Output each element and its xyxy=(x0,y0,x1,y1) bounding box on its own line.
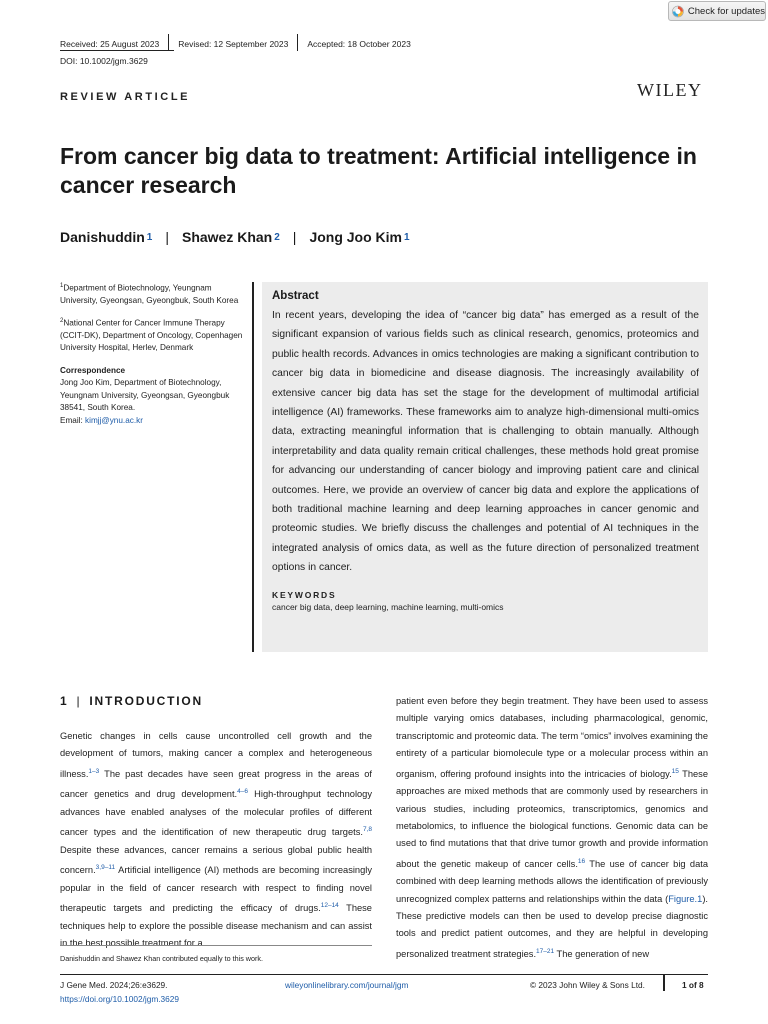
crossmark-icon xyxy=(672,5,684,18)
footer-rule xyxy=(60,974,708,975)
author-name: Shawez Khan xyxy=(181,229,273,245)
body-text: Artificial intelligence (AI) methods are becoming increasingly popular in the field of cancer research with respect to finding novel therapeutic targets and predicting the efficacy of drugs. xyxy=(60,865,372,914)
abstract-heading: Abstract xyxy=(272,290,319,302)
section-title: INTRODUCTION xyxy=(89,694,203,708)
correspondence-address: Jong Joo Kim, Department of Biotechnology, Yeungnam University, Gyeongsan, Gyeongbuk 38541, South Korea. xyxy=(60,378,230,413)
copyright: © 2023 John Wiley & Sons Ltd. xyxy=(530,980,645,990)
abstract-divider xyxy=(252,282,254,652)
citation-ref[interactable]: 3,9–11 xyxy=(95,864,116,872)
figure-link[interactable]: Figure.1 xyxy=(668,893,703,904)
citation-ref[interactable]: 7,8 xyxy=(362,826,372,834)
abstract-box xyxy=(262,282,708,652)
header-rule xyxy=(60,50,174,51)
affiliation-ref[interactable]: 1 xyxy=(146,232,153,243)
date-divider xyxy=(297,34,298,51)
article-type: REVIEW ARTICLE xyxy=(60,91,191,103)
author-separator: | xyxy=(292,229,297,245)
keywords-text: cancer big data, deep learning, machine learning, multi-omics xyxy=(272,601,504,612)
correspondence-heading: Correspondence xyxy=(60,365,126,375)
citation-ref[interactable]: 16 xyxy=(577,857,586,865)
citation-ref[interactable]: 4–6 xyxy=(237,788,249,796)
check-for-updates-button[interactable] xyxy=(668,1,766,21)
body-text: Despite these advances, cancer remains a serious global public health concern. xyxy=(60,844,372,876)
affiliation-1: $^1$Department of Biotechnology, Yeungnam University, Gyeongsan, Gyeongbuk, South Korea xyxy=(60,283,239,306)
affiliation-ref[interactable]: 2 xyxy=(274,232,280,243)
keywords-heading: KEYWORDS xyxy=(272,589,337,600)
email-link[interactable]: kimjj@ynu.ac.kr xyxy=(85,415,143,425)
journal-citation: J Gene Med. 2024;26:e3629. xyxy=(60,980,168,990)
email-label: Email: xyxy=(60,415,83,425)
body-text: These approaches are mixed methods that are commonly used by researchers in various studies, including proteomics, transcriptomics, genomics and metabolomics, to influence the biological functions. Genomic data can be used to find mutations that that drive tumor growth and provide information about the genetic makeup of cancer cells. xyxy=(396,768,708,869)
publisher-logo: WILEY xyxy=(637,80,703,100)
affiliation-ref[interactable]: 1 xyxy=(404,232,410,243)
journal-site-link[interactable]: wileyonlinelibrary.com/journal/jgm xyxy=(285,980,409,990)
section-separator: | xyxy=(76,694,82,708)
author-name: Danishuddin xyxy=(60,229,145,245)
footer-divider xyxy=(663,974,665,991)
body-text: High-throughput technology advances have enabled analyses of the molecular profiles of different cancer types and the identification of new therapeutic drug targets. xyxy=(60,789,372,838)
date-divider xyxy=(168,34,169,51)
body-column-left xyxy=(60,728,372,952)
accepted-date: Accepted: 18 October 2023 xyxy=(307,39,411,49)
received-date: Received: 25 August 2023 xyxy=(60,39,160,49)
body-text: ). These predictive models can then be used to develop precise diagnostic tools and predict patient outcomes, and they are helpful in developing personalized treatment strategies. xyxy=(396,893,708,959)
body-text: These techniques help to explore the possible disease mechanism and can assist in the best possible treatment for a xyxy=(60,903,372,948)
article-doi: DOI: 10.1002/jgm.3629 xyxy=(60,56,148,66)
citation-ref[interactable]: 12–14 xyxy=(320,902,339,910)
body-column-right xyxy=(396,693,708,963)
article-title: From cancer big data to treatment: Artificial intelligence in cancer research xyxy=(60,143,697,198)
citation-ref[interactable]: 17–21 xyxy=(536,947,555,955)
abstract-text: In recent years, developing the idea of “cancer big data” has emerged as a result of the significant expansion of various fields such as clinical research, genomics, proteomics and public health records. Advances in omics technologies are making a significant contribution to cancer big data in biomedicine and disease diagnosis. The increasingly availability of extensive cancer big data has set the stage for the development of multimodal artificial intelligence (AI) frameworks. These frameworks aim to analyze high-dimensional multi-omics data, extracting meaningful information that is challenging to obtain manually. Although interpretability and data quality remain critical challenges, these methods hold great promise for advancing our understanding of cancer biology and improving patient care and clinical outcomes. Here, we provide an overview of cancer big data and explore the applications of both traditional machine learning and deep learning approaches in cancer genomic and proteomic studies. We briefly discuss the challenges and potential of AI techniques in the integrated analysis of omics data, as well as the future direction of personalized treatment options in cancer. xyxy=(272,310,699,574)
body-text: The generation of new xyxy=(554,948,650,959)
body-text: The past decades have seen great progress in the areas of cancer genetics and drug development. xyxy=(60,768,372,800)
revised-date: Revised: 12 September 2023 xyxy=(178,39,289,49)
body-text: Genetic changes in cells cause uncontrolled cell growth and the development of tumors, making cancer a complex and heterogeneous illness. xyxy=(60,731,372,779)
affiliations-panel xyxy=(60,280,245,434)
body-text: patient even before they begin treatment. They have been used to assess multiple varying omics databases, including pharmacological, genomic, transcriptomic and proteomic data. The term “omics” involves examining the entirety of a particular biomolecule type or a molecular process within an organism, offering profound insights into the intricacies of biology. xyxy=(396,696,708,779)
correspondence-block xyxy=(60,377,245,427)
author-separator: | xyxy=(165,229,169,245)
body-text: The use of cancer big data combined with deep learning methods allows the identification of previously unrecognized complex patterns and relationships within the data ( xyxy=(396,858,708,904)
author-list xyxy=(60,229,410,245)
footnote-rule xyxy=(60,945,372,946)
author-name: Jong Joo Kim xyxy=(309,229,402,245)
section-number: 1 xyxy=(60,694,69,708)
page-number: 1 of 8 xyxy=(682,980,704,990)
citation-ref[interactable]: 1–3 xyxy=(88,767,100,775)
affiliation-2: $^2$National Center for Cancer Immune Therapy (CCIT-DK), Department of Oncology, Copenhagen University Hospital, Herlev, Denmark xyxy=(60,317,243,353)
section-heading xyxy=(60,694,203,708)
footnote: Danishuddin and Shawez Khan contributed equally to this work. xyxy=(60,954,263,963)
check-for-updates-label: Check for updates xyxy=(687,5,765,17)
doi-link[interactable]: https://doi.org/10.1002/jgm.3629 xyxy=(60,994,180,1004)
citation-ref[interactable]: 15 xyxy=(671,767,679,775)
